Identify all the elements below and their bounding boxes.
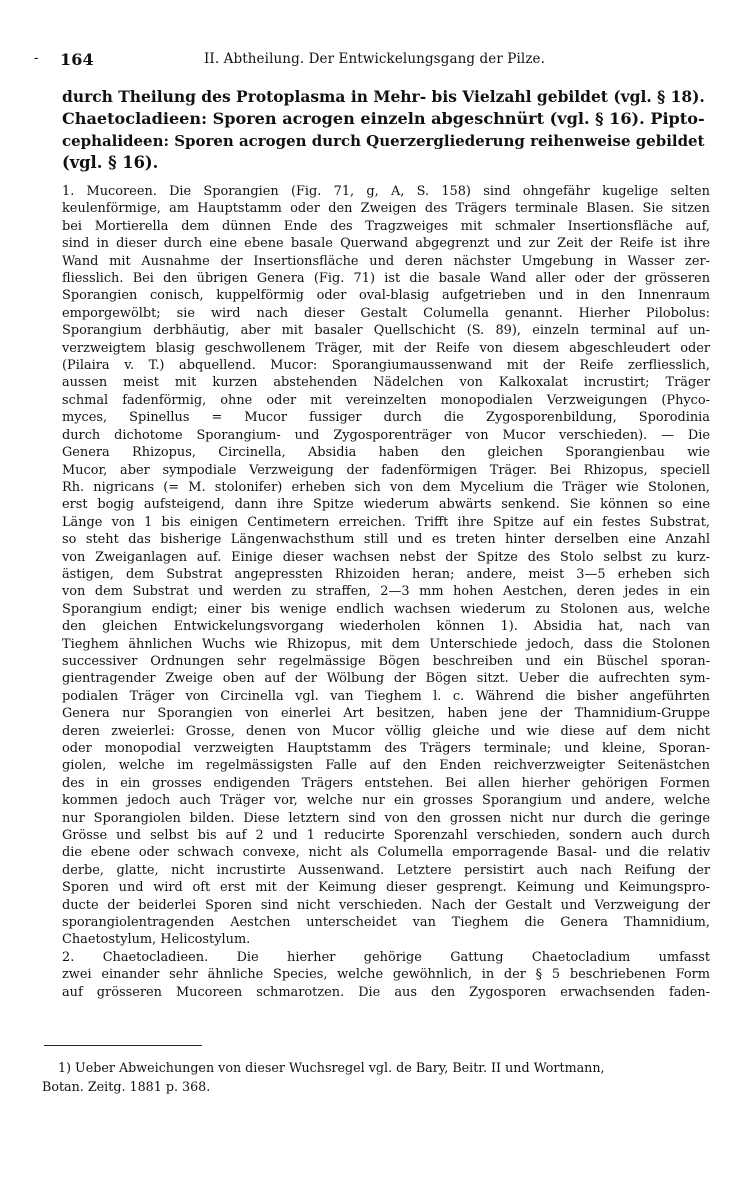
body-line: den gleichen Entwickelungsvorgang wiederholen können 1). Absidia hat, nach van	[62, 619, 710, 635]
body-line: kommen jedoch auch Träger vor, welche nur ein grosses Sporangium und andere, welche	[62, 793, 710, 809]
footnote-line: 1) Ueber Abweichungen von dieser Wuchsregel vgl. de Bary, Beitr. II und Wortmann,	[58, 1060, 605, 1075]
body-line: bei Mortierella dem dünnen Ende des Tragzweiges mit schmaler Insertionsfläche auf,	[62, 218, 710, 234]
body-line: keulenförmige, am Hauptstamm oder den Zweigen des Trägers terminale Blasen. Sie sitzen	[62, 201, 710, 217]
body-line: Sporangium endigt; einer bis wenige endlich wachsen wiederum zu Stolonen aus, welche	[62, 601, 710, 617]
running-title: II. Abtheilung. Der Entwickelungsgang der Pilze.	[204, 51, 546, 67]
body-line: sind in dieser durch eine ebene basale Querwand abgegrenzt und zur Zeit der Reife ist ihre	[62, 236, 710, 252]
body-line: sporangiolentragenden Aestchen unterscheidet van Tieghem die Genera Thamnidium,	[62, 915, 710, 931]
body-line: des in ein grosses endigenden Trägers entstehen. Bei allen hierher gehörigen Formen	[62, 775, 710, 791]
body-line: gientragender Zweige oben auf der Wölbung der Bögen sitzt. Ueber die aufrechten sym-	[62, 671, 710, 687]
body-line: Tieghem ähnlichen Wuchs wie Rhizopus, mit dem Unterschiede jedoch, dass die Stolonen	[62, 636, 710, 652]
body-line: 1. Mucoreen. Die Sporangien (Fig. 71, g, A, S. 158) sind ohngefähr kugelige selten	[62, 184, 710, 199]
body-line: Sporangien conisch, kuppelförmig oder oval-blasig aufgetrieben und in den Innenraum	[62, 288, 710, 304]
body-line: aussen meist mit kurzen abstehenden Nädelchen von Kalkoxalat incrustirt; Träger	[62, 375, 710, 391]
footnote-rule	[44, 1045, 202, 1046]
intro-line: durch Theilung des Protoplasma in Mehr- bis Vielzahl gebildet (vgl. § 18).	[62, 87, 705, 106]
intro-line: Chaetocladieen: Sporen acrogen einzeln abgeschnürt (vgl. § 16). Pipto-	[62, 109, 705, 128]
page-number: 164	[60, 50, 94, 69]
header-dash: -	[34, 50, 39, 66]
body-line: successiver Ordnungen sehr regelmässige Bögen beschreiben und ein Büschel sporan-	[62, 653, 710, 669]
body-line: oder monopodial verzweigten Hauptstamm des Trägers terminale; und kleine, Sporan-	[62, 741, 710, 756]
body-line: Sporangium derbhäutig, aber mit basaler Quellschicht (S. 89), einzeln terminal auf un-	[62, 323, 710, 339]
body-line: Rh. nigricans (= M. stolonifer) erheben sich von dem Mycelium die Träger wie Stolonen,	[62, 479, 710, 495]
body-line: Chaetostylum, Helicostylum.	[62, 932, 251, 948]
page-header	[34, 50, 694, 72]
body-line: deren zweierlei: Grosse, denen von Mucor völlig gleiche und wie diese auf dem nicht	[62, 723, 710, 739]
body-line: Länge von 1 bis einigen Centimetern erreichen. Trifft ihre Spitze auf ein festes Substrat,	[62, 514, 710, 530]
intro-paragraph	[62, 86, 708, 174]
body-line: von dem Substrat und werden zu straffen, 2—3 mm hohen Aestchen, deren jedes in ein	[62, 584, 710, 600]
body-line: Wand mit Ausnahme der Insertionsfläche und deren nächster Umgebung in Wasser zer-	[62, 253, 710, 269]
body-text	[62, 183, 710, 1001]
body-line: auf grösseren Mucoreen schmarotzen. Die aus den Zygosporen erwachsenden faden-	[62, 984, 710, 1000]
body-line: durch dichotome Sporangium- und Zygosporenträger von Mucor verschieden). — Die	[62, 427, 710, 443]
body-line: ducte der beiderlei Sporen sind nicht verschieden. Nach der Gestalt und Verzweigung der	[62, 897, 710, 913]
body-line: Sporen und wird oft erst mit der Keimung dieser gesprengt. Keimung und Keimungspro-	[62, 880, 710, 896]
body-line: Mucor, aber sympodiale Verzweigung der fadenförmigen Träger. Bei Rhizopus, speciell	[62, 462, 710, 478]
body-line: nur Sporangiolen bilden. Diese letztern sind von den grossen nicht nur durch die geringe	[62, 810, 710, 826]
body-line: myces, Spinellus = Mucor fussiger durch die Zygosporenbildung, Sporodinia	[62, 410, 710, 426]
body-line: die ebene oder schwach convexe, nicht als Columella emporragende Basal- und die relativ	[62, 845, 710, 861]
body-line: fliesslich. Bei den übrigen Genera (Fig. 71) ist die basale Wand aller oder der grösseren	[62, 271, 710, 287]
body-line: emporgewölbt; sie wird nach dieser Gestalt Columella genannt. Hierher Pilobolus:	[62, 305, 710, 321]
body-line: (Pilaira v. T.) abquellend. Mucor: Sporangiumaussenwand mit der Reife zerfliesslich,	[62, 358, 710, 374]
body-line: von Zweiganlagen auf. Einige dieser wachsen nebst der Spitze des Stolo selbst zu kurz-	[62, 549, 710, 565]
body-line: so steht das bisherige Längenwachsthum still und es treten hinter derselben eine Anzahl	[62, 532, 710, 548]
footnote	[42, 1058, 702, 1096]
intro-line: cephalideen: Sporen acrogen durch Querzergliederung reihenweise gebildet	[62, 132, 705, 150]
body-line: verzweigtem blasig geschwollenem Träger, mit der Reife von diesem abgeschleudert oder	[62, 340, 710, 356]
body-line: schmal fadenförmig, ohne oder mit vereinzelten monopodialen Verzweigungen (Phyco-	[62, 392, 710, 408]
body-line: Grösse und selbst bis auf 2 und 1 reducirte Sporenzahl verschieden, sondern auch durch	[62, 828, 710, 844]
body-line: giolen, welche im regelmässigsten Falle auf den Enden reichverzweigter Seitenästchen	[62, 758, 710, 774]
body-line: 2. Chaetocladieen. Die hierher gehörige Gattung Chaetocladium umfasst	[62, 949, 710, 965]
body-line: Genera nur Sporangien von einerlei Art besitzen, haben jene der Thamnidium-Gruppe	[62, 706, 710, 722]
footnote-line: Botan. Zeitg. 1881 p. 368.	[42, 1079, 211, 1094]
body-line: Genera Rhizopus, Circinella, Absidia haben den gleichen Sporangienbau wie	[62, 445, 710, 461]
body-line: podialen Träger von Circinella vgl. van Tieghem l. c. Während die bisher angeführten	[62, 688, 710, 704]
intro-line: (vgl. § 16).	[62, 153, 159, 172]
body-line: zwei einander sehr ähnliche Species, welche gewöhnlich, in der § 5 beschriebenen Form	[62, 967, 710, 983]
body-line: derbe, glatte, nicht incrustirte Aussenwand. Letztere persistirt auch nach Reifung der	[62, 862, 710, 878]
body-line: erst bogig aufsteigend, dann ihre Spitze wiederum abwärts senkend. Sie können so eine	[62, 497, 710, 513]
body-line: ästigen, dem Substrat angepressten Rhizoiden heran; andere, meist 3—5 erheben sich	[62, 566, 710, 582]
